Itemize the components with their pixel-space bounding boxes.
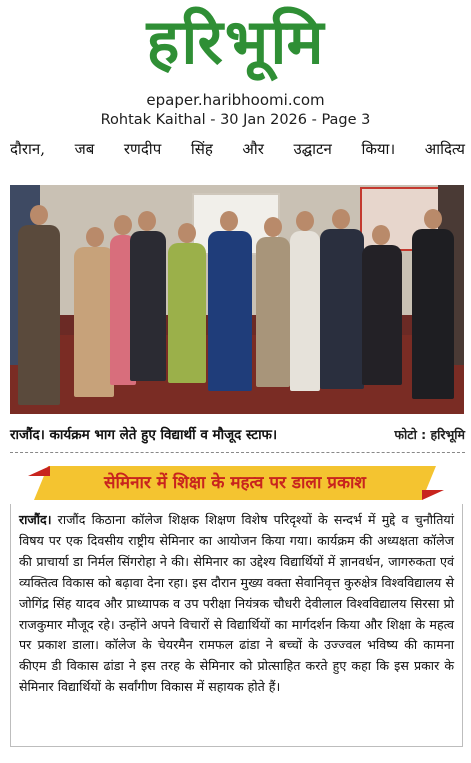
continued-text-line [10,139,465,159]
news-photo [10,185,464,414]
photo-person-head [114,215,132,235]
photo-person [256,237,290,387]
photo-person-head [296,211,314,231]
continued-word: उद्घाटन [293,140,332,158]
photo-person-head [372,225,390,245]
epaper-url[interactable]: epaper.haribhoomi.com [146,91,325,109]
article-body [19,510,454,698]
section-divider [10,452,465,453]
continued-word: दौरान, [10,140,45,158]
photo-credit: फोटो : हरिभूमि [394,426,465,442]
photo-person [74,247,114,397]
continued-word: किया। [361,140,396,158]
photo-person-head [332,209,350,229]
photo-person-head [264,217,282,237]
photo-person [130,231,166,381]
photo-person-head [138,211,156,231]
photo-caption-row [10,424,465,444]
photo-person [18,225,60,405]
continued-word: आदित्य [424,140,465,158]
photo-person-head [30,205,48,225]
article-box [10,504,463,747]
continued-word: सिंह [190,140,213,158]
photo-person [362,245,402,385]
headline-band [34,466,436,500]
photo-person-head [220,211,238,231]
article-dateline: राजौंद। [19,512,52,527]
photo-person [168,243,206,383]
continued-word: जब [74,140,95,158]
continued-word: और [242,140,264,158]
photo-person-head [424,209,442,229]
photo-person-head [86,227,104,247]
article-text: राजौंद किठाना कॉलेज शिक्षक शिक्षण विशेष परिदृश्यों के सन्दर्भ में मुद्दे व चुनौतियां विषय पर एक दिवसीय राष्ट्रीय सेमिनार का आयोजन किया गया। कार्यक्रम की अध्यक्षता कॉलेज की प्राचार्या डा निर्मल सिंगरोहा ने की। सेमिनार का उद्देश्य विद्यार्थियों में ज्ञानवर्धन, जागरुकता एवं व्यक्तित्व विकास को बढ़ावा देना रहा। इस दौरान मुख्य वक्ता सेवानिवृत्त कुरुक्षेत्र विश्वविद्यालय से जोगिंद्र सिंह यादव और प्राध्यापक व उप परीक्षा नियंत्रक चौधरी देवीलाल विश्वविद्यालय सिरसा प्रो राजकुमार मौजूद रहे। उन्होंने अपने विचारों से विद्यार्थियों का मार्गदर्शन किया और शिक्षा के महत्व पर प्रकाश डाला। कॉलेज के चेयरमैन रामफल ढांडा ने बच्चों के उज्ज्वल भविष्य की कामना कीएम डी विकास ढांडा ने इस तरह के सेमिनार को प्रोत्साहित करते हुए कहा कि इस प्रकार के सेमिनार विद्यार्थियों के सर्वांगीण विकास में सहायक होते हैं। [19,512,454,695]
photo-person [412,229,454,399]
photo-person [290,231,320,391]
continued-word: रणदीप [123,140,162,158]
photo-caption: राजौंद। कार्यक्रम भाग लेते हुए विद्यार्थी व मौजूद स्टाफ। [10,427,278,443]
newspaper-logo[interactable]: हरिभूमि [146,5,326,78]
photo-person [320,229,364,389]
article-headline: सेमिनार में शिक्षा के महत्व पर डाला प्रकाश [104,473,366,493]
masthead [0,0,471,128]
edition-info: Rohtak Kaithal - 30 Jan 2026 - Page 3 [100,112,371,128]
photo-person [208,231,252,391]
photo-person-head [178,223,196,243]
